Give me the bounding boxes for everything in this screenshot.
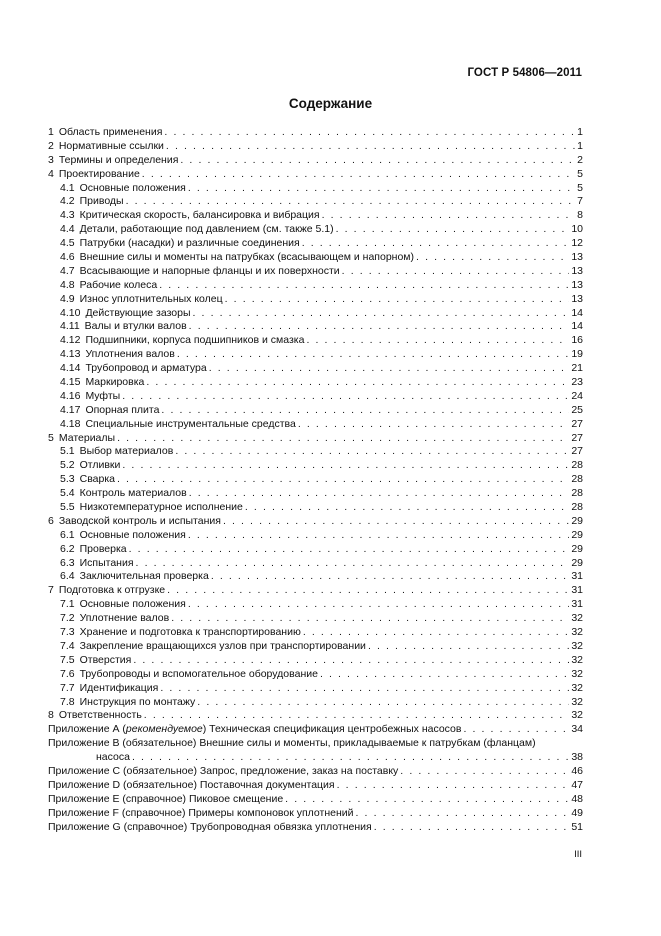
dot-leader: [209, 362, 570, 376]
toc-entry-title: Отливки: [79, 459, 121, 472]
toc-page-number: 51: [571, 820, 583, 833]
toc-page-number: 32: [571, 653, 583, 666]
toc-entry[interactable]: [48, 265, 583, 279]
toc-entry[interactable]: [48, 293, 583, 307]
toc-page-number: 16: [571, 334, 583, 347]
dot-leader: [356, 807, 570, 821]
toc-page-number: 29: [571, 528, 583, 541]
toc-entry-title: Нормативные ссылки: [58, 139, 164, 152]
toc-entry-title: Сварка: [79, 473, 115, 486]
toc-entry-number: 4.12: [60, 334, 81, 347]
toc-page-number: 32: [571, 709, 583, 722]
dot-leader: [171, 612, 569, 626]
toc-entry-number: 7.3: [60, 626, 75, 639]
toc-entry[interactable]: [48, 348, 583, 362]
toc-page-number: 29: [571, 514, 583, 527]
toc-page-number: 29: [571, 542, 583, 555]
toc-page-number: 23: [571, 376, 583, 389]
page-number: III: [574, 849, 582, 860]
dot-leader: [177, 348, 569, 362]
toc-page-number: 21: [571, 362, 583, 375]
dot-leader: [136, 557, 570, 571]
dot-leader: [160, 682, 569, 696]
toc-page-number: 1: [577, 125, 583, 138]
dot-leader: [303, 626, 569, 640]
toc-page-number: 49: [571, 806, 583, 819]
toc-entry[interactable]: [48, 640, 583, 654]
toc-entry-number: 4.11: [60, 320, 80, 333]
toc-entry[interactable]: [48, 445, 583, 459]
dot-leader: [336, 223, 570, 237]
toc-page-number: 1: [577, 139, 583, 152]
toc-entry-title: Специальные инструментальные средства: [85, 417, 296, 430]
toc-page-number: 27: [571, 417, 583, 430]
dot-leader: [223, 515, 569, 529]
toc-entry-number: 8: [48, 709, 54, 722]
toc-entry[interactable]: [48, 376, 583, 390]
toc-entry-title: Маркировка: [85, 376, 145, 389]
toc-entry-number: 4.14: [60, 362, 81, 375]
toc-page-number: 31: [571, 598, 583, 611]
dot-leader: [197, 696, 569, 710]
toc-entry-number: 7.1: [60, 598, 75, 611]
toc-entry[interactable]: [48, 154, 583, 168]
toc-entry-number: 4.5: [60, 237, 75, 250]
toc-entry-number: 4.9: [60, 292, 75, 305]
dot-leader: [164, 126, 575, 140]
toc-entry-number: 4.2: [60, 195, 75, 208]
toc-entry-title: Низкотемпературное исполнение: [79, 501, 243, 514]
toc-page-number: 32: [571, 695, 583, 708]
appendix-b-label-line1: Приложение В (обязательное) Внешние силы и моменты, прикладываемые к патрубкам (фланцам): [48, 737, 536, 750]
toc-entry-number: 4.18: [60, 417, 81, 430]
dot-leader: [320, 668, 569, 682]
dot-leader: [302, 237, 570, 251]
toc-entry-title: Износ уплотнительных колец: [79, 292, 223, 305]
toc-page-number: 13: [571, 251, 583, 263]
toc-page-number: 28: [571, 459, 583, 472]
toc-page-number: 31: [571, 584, 583, 597]
toc-page-number: 14: [571, 320, 583, 333]
toc-page-number: 29: [571, 556, 583, 569]
toc-entry-title: Приводы: [79, 195, 124, 208]
toc-page-number: 28: [571, 487, 583, 500]
toc-entry-title: Термины и определения: [58, 153, 179, 166]
toc-entry[interactable]: [48, 251, 583, 265]
toc-entry-title: Проверка: [79, 542, 127, 555]
toc-entry-number: 4.13: [60, 348, 81, 361]
appendix-e-label: Приложение Е (справочное) Пиковое смещение: [48, 792, 284, 805]
dot-leader: [146, 376, 569, 390]
dot-leader: [342, 265, 570, 279]
toc-entry-number: 4.6: [60, 251, 75, 263]
toc-entry-number: 7.6: [60, 667, 75, 680]
dot-leader: [117, 432, 569, 446]
toc-entry-number: 4.1: [60, 181, 75, 194]
toc-entry-title: Муфты: [85, 389, 121, 402]
dot-leader: [189, 320, 570, 334]
toc-entry-title: Испытания: [79, 556, 134, 569]
toc-page-number: 28: [571, 473, 583, 486]
appendix-d-label: Приложение D (обязательное) Поставочная документация: [48, 778, 335, 791]
toc-entry-title: Ответственность: [58, 709, 142, 722]
toc-entry[interactable]: [48, 182, 583, 196]
dot-leader: [117, 473, 569, 487]
dot-leader: [211, 570, 570, 584]
dot-leader: [322, 209, 576, 223]
toc-entry-title: Опорная плита: [85, 403, 160, 416]
toc-entry-title: Основные положения: [79, 598, 186, 611]
dot-leader: [180, 154, 575, 168]
toc-entry[interactable]: [48, 320, 583, 334]
toc-page-number: 2: [577, 153, 583, 166]
toc-entry[interactable]: [48, 584, 583, 598]
toc-entry[interactable]: [48, 626, 583, 640]
toc-page-number: 19: [571, 348, 583, 361]
toc-page-number: 5: [577, 167, 583, 180]
toc-entry-title: Подшипники, корпуса подшипников и смазка: [85, 334, 305, 347]
toc-page-number: 27: [571, 445, 583, 458]
toc-entry-title: Хранение и подготовка к транспортированию: [79, 626, 301, 639]
dot-leader: [298, 418, 570, 432]
toc-appendix-f[interactable]: [48, 807, 583, 821]
toc-entry-title: Детали, работающие под давлением (см. также 5.1): [79, 223, 334, 236]
toc-entry[interactable]: [48, 362, 583, 376]
toc-appendix-d[interactable]: [48, 779, 583, 793]
toc-page-number: 32: [571, 612, 583, 625]
toc-page-number: 7: [577, 195, 583, 208]
toc-page-number: 34: [571, 723, 583, 736]
toc-entry[interactable]: [48, 473, 583, 487]
toc-page-number: 13: [571, 292, 583, 305]
dot-leader: [188, 182, 575, 196]
toc-entry[interactable]: [48, 237, 583, 251]
toc-entry-number: 4.4: [60, 223, 75, 236]
toc-entry-title: Трубопроводы и вспомогательное оборудование: [79, 667, 318, 680]
toc-entry-number: 7.8: [60, 695, 75, 708]
toc-entry-number: 6.4: [60, 570, 75, 583]
toc-entry-title: Уплотнения валов: [85, 348, 175, 361]
toc-entry-number: 4.8: [60, 278, 75, 291]
toc-page-number: 47: [571, 778, 583, 791]
dot-leader: [416, 251, 569, 265]
toc-entry-title: Выбор материалов: [79, 445, 174, 458]
toc-entry[interactable]: [48, 668, 583, 682]
toc-page-number: 38: [571, 751, 583, 764]
toc-page-number: 32: [571, 667, 583, 680]
toc-entry[interactable]: [48, 682, 583, 696]
toc-title: Содержание: [288, 96, 373, 111]
appendix-g-label: Приложение G (справочное) Трубопроводная обвязка уплотнения: [48, 820, 372, 833]
toc-entry[interactable]: [48, 279, 583, 293]
toc-entry-title: Всасывающие и напорные фланцы и их поверхности: [79, 264, 340, 277]
toc-page-number: 25: [571, 403, 583, 416]
toc-entry-number: 7.5: [60, 653, 75, 666]
toc-entry[interactable]: [48, 612, 583, 626]
dot-leader: [132, 751, 569, 765]
dot-leader: [337, 779, 570, 793]
toc-entry[interactable]: [48, 459, 583, 473]
appendix-c-label: Приложение С (обязательное) Запрос, предложение, заказ на поставку: [48, 764, 399, 777]
toc-entry-number: 7.4: [60, 639, 75, 652]
toc-appendix-e[interactable]: [48, 793, 583, 807]
toc-entry-number: 4.3: [60, 209, 75, 222]
toc-entry-number: 4.15: [60, 376, 81, 389]
document-id: ГОСТ Р 54806—2011: [467, 67, 582, 79]
toc-page-number: 32: [571, 626, 583, 639]
toc-entry-title: Контроль материалов: [79, 487, 187, 500]
table-of-contents: [48, 126, 583, 834]
toc-entry-number: 1: [48, 125, 54, 138]
toc-entry-number: 3: [48, 153, 54, 166]
toc-entry[interactable]: [48, 168, 583, 182]
toc-entry-title: Критическая скорость, балансировка и вибрация: [79, 209, 320, 222]
appendix-a-label: Приложение А (рекомендуемое) Техническая спецификация центробежных насосов: [48, 723, 462, 736]
dot-leader: [188, 529, 569, 543]
toc-page-number: 48: [571, 792, 583, 805]
toc-page-number: 31: [571, 570, 583, 583]
toc-entry[interactable]: [48, 501, 583, 515]
toc-entry[interactable]: [48, 598, 583, 612]
toc-entry-number: 6.3: [60, 556, 75, 569]
dot-leader: [189, 487, 570, 501]
toc-entry-number: 4: [48, 167, 54, 180]
dot-leader: [161, 404, 569, 418]
toc-entry-title: Основные положения: [79, 181, 186, 194]
toc-entry-number: 7: [48, 584, 54, 597]
toc-entry-title: Проектирование: [58, 167, 140, 180]
dot-leader: [167, 584, 569, 598]
toc-page-number: 24: [571, 389, 583, 402]
toc-page-number: 32: [571, 639, 583, 652]
toc-entry[interactable]: [48, 557, 583, 571]
toc-page-number: 28: [571, 501, 583, 514]
toc-entry-number: 7.7: [60, 681, 75, 694]
toc-entry-number: 5.4: [60, 487, 75, 500]
toc-entry-title: Закрепление вращающихся узлов при транспортировании: [79, 639, 366, 652]
toc-appendix-b[interactable]: [48, 737, 583, 765]
dot-leader: [193, 307, 570, 321]
toc-entry[interactable]: [48, 126, 583, 140]
toc-entry-title: Заводской контроль и испытания: [58, 514, 221, 527]
dot-leader: [159, 279, 569, 293]
toc-entry[interactable]: [48, 515, 583, 529]
dot-leader: [166, 140, 575, 154]
toc-entry[interactable]: [48, 418, 583, 432]
dot-leader: [133, 654, 569, 668]
appendix-f-label: Приложение F (справочное) Примеры компоновок уплотнений: [48, 806, 354, 819]
toc-entry-title: Внешние силы и моменты на патрубках (всасывающем и напорном): [79, 251, 415, 263]
toc-entry[interactable]: [48, 571, 583, 585]
toc-appendix-c[interactable]: [48, 765, 583, 779]
dot-leader: [306, 334, 569, 348]
toc-page-number: 14: [571, 306, 583, 319]
toc-entry[interactable]: [48, 696, 583, 710]
toc-entry-title: Заключительная проверка: [79, 570, 209, 583]
toc-entry-number: 6.2: [60, 542, 75, 555]
toc-entry-title: Основные положения: [79, 528, 186, 541]
toc-entry-title: Уплотнение валов: [79, 612, 170, 625]
toc-entry[interactable]: [48, 432, 583, 446]
toc-entry-number: 6: [48, 514, 54, 527]
toc-entry-title: Трубопровод и арматура: [85, 362, 207, 375]
toc-entry[interactable]: [48, 709, 583, 723]
toc-entry-title: Материалы: [58, 431, 116, 444]
dot-leader: [374, 821, 570, 835]
toc-entry-number: 5.2: [60, 459, 75, 472]
toc-page-number: 13: [571, 278, 583, 291]
toc-entry-number: 6.1: [60, 528, 75, 541]
toc-page-number: 46: [571, 764, 583, 777]
toc-entry[interactable]: [48, 140, 583, 154]
toc-entry-title: Инструкция по монтажу: [79, 695, 196, 708]
toc-entries: [48, 126, 583, 723]
dot-leader: [129, 543, 570, 557]
toc-appendix-a[interactable]: [48, 723, 583, 737]
toc-entry-title: Отверстия: [79, 653, 132, 666]
toc-page-number: 8: [577, 209, 583, 222]
toc-appendix-g[interactable]: [48, 821, 583, 835]
toc-entry[interactable]: [48, 223, 583, 237]
dot-leader: [122, 390, 569, 404]
dot-leader: [285, 793, 569, 807]
toc-entry[interactable]: [48, 404, 583, 418]
toc-entry-title: Идентификация: [79, 681, 159, 694]
toc-entry-number: 5.1: [60, 445, 75, 458]
toc-entry-number: 4.7: [60, 264, 75, 277]
toc-entry[interactable]: [48, 654, 583, 668]
dot-leader: [463, 723, 569, 737]
toc-entry[interactable]: [48, 543, 583, 557]
toc-entry[interactable]: [48, 307, 583, 321]
dot-leader: [175, 445, 569, 459]
toc-entry-number: 4.10: [60, 306, 81, 319]
toc-entry-number: 4.17: [60, 403, 81, 416]
toc-entry-title: Область применения: [58, 125, 163, 138]
toc-entry-title: Валы и втулки валов: [84, 320, 187, 333]
dot-leader: [368, 640, 569, 654]
toc-entry[interactable]: [48, 529, 583, 543]
toc-entry[interactable]: [48, 334, 583, 348]
dot-leader: [400, 765, 569, 779]
dot-leader: [126, 195, 576, 209]
toc-entry-title: Рабочие колеса: [79, 278, 158, 291]
toc-entry-number: 7.2: [60, 612, 75, 625]
dot-leader: [188, 598, 569, 612]
toc-page-number: 5: [577, 181, 583, 194]
toc-entry[interactable]: [48, 209, 583, 223]
toc-entry-title: Действующие зазоры: [85, 306, 191, 319]
toc-page-number: 13: [571, 264, 583, 277]
toc-entry-number: 4.16: [60, 389, 81, 402]
toc-entry[interactable]: [48, 390, 583, 404]
toc-entry-number: 2: [48, 139, 54, 152]
toc-entry-number: 5: [48, 431, 54, 444]
toc-page-number: 32: [571, 681, 583, 694]
toc-page-number: 27: [571, 431, 583, 444]
toc-entry-number: 5.3: [60, 473, 75, 486]
dot-leader: [225, 293, 570, 307]
dot-leader: [142, 168, 575, 182]
toc-entry[interactable]: [48, 195, 583, 209]
toc-entry-title: Патрубки (насадки) и различные соединения: [79, 237, 300, 250]
toc-page-number: 10: [571, 223, 583, 236]
toc-entry-number: 5.5: [60, 501, 75, 514]
dot-leader: [245, 501, 569, 515]
appendix-b-label-line2: насоса: [96, 751, 130, 764]
toc-entry-title: Подготовка к отгрузке: [58, 584, 166, 597]
dot-leader: [144, 709, 570, 723]
toc-page-number: 12: [571, 237, 583, 250]
dot-leader: [122, 459, 569, 473]
toc-entry[interactable]: [48, 487, 583, 501]
